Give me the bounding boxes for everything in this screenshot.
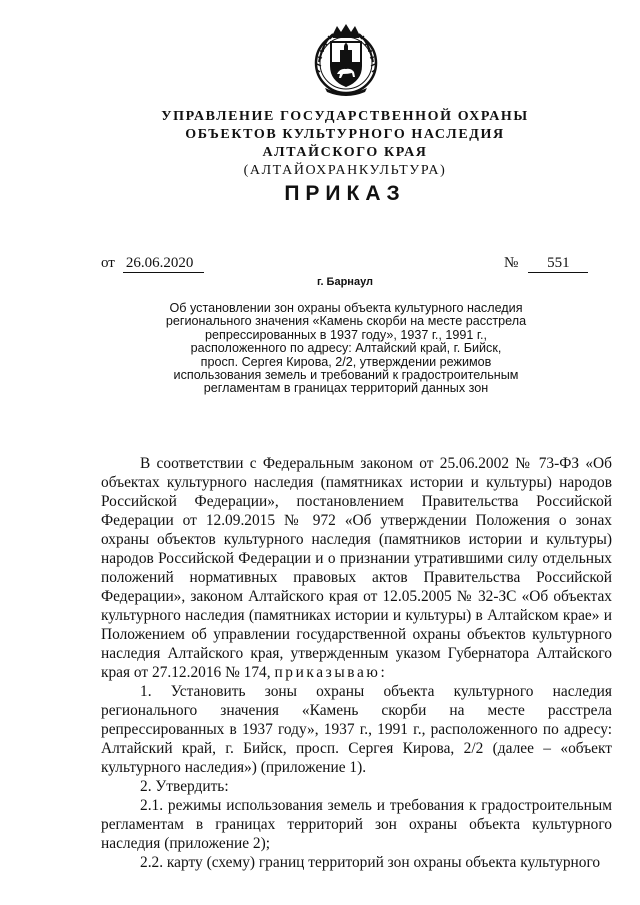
org-name-line-2: ОБЪЕКТОВ КУЛЬТУРНОГО НАСЛЕДИЯ	[185, 127, 505, 142]
clause-2: 2. Утвердить:	[140, 778, 229, 795]
date-value: 26.06.2020	[123, 255, 204, 273]
date-prefix: от	[101, 255, 115, 271]
org-name-line-3: АЛТАЙСКОГО КРАЯ	[262, 145, 428, 160]
clause-2-1: 2.1. режимы использования земель и требования к градостроительным регламентам в границах территорий зон охраны объекта культурного наследия (приложение 2);	[101, 797, 612, 852]
subject-line: Об установлении зон охраны объекта культурного наследия	[169, 301, 523, 315]
preamble-paragraph	[101, 454, 612, 682]
organization-header	[150, 108, 540, 180]
order-body	[101, 454, 612, 872]
order-keyword: приказываю:	[274, 664, 388, 681]
number-prefix: №	[504, 255, 519, 271]
city-name: г. Барнаул	[316, 276, 374, 288]
subject-line: расположенного по адресу: Алтайский край, г. Бийск,	[190, 341, 502, 356]
clause-2-2: 2.2. карту (схему) границ территорий зон охраны объекта культурного	[140, 854, 601, 871]
clause-1: 1. Установить зоны охраны объекта культурного наследия регионального значения «Камень скорби на месте расстрела репрессированных в 1937 году», 1937 г., 1991 г., расположенного по адресу: Алтайский край, г. Бийск, просп. Сергея Кирова, 2/2 (далее – «объект культурного наследия») (приложение 1).	[101, 683, 612, 776]
org-name-line-1: УПРАВЛЕНИЕ ГОСУДАРСТВЕННОЙ ОХРАНЫ	[161, 109, 529, 124]
subject-line: регионального значения «Камень скорби на месте расстрела	[165, 314, 527, 329]
subject-line: репрессированных в 1937 году», 1937 г., 1991 г.,	[205, 327, 487, 342]
document-type-title: ПРИКАЗ	[284, 182, 406, 205]
subject-line: использования земель и требований к градостроительным	[173, 368, 519, 383]
org-abbreviation: (АЛТАЙОХРАНКУЛЬТУРА)	[243, 163, 447, 178]
preamble-text: В соответствии с Федеральным законом от 25.06.2002 № 73-ФЗ «Об объектах культурного наследия (памятниках истории и культуры) народов Российской Федерации», постановлением Правительства Российской Федерации от 12.09.2015 № 972 «Об утверждении Положения о зонах охраны объектов культурного наследия (памятников истории и культуры) народов Российской Федерации и о признании утратившими силу отдельных положений нормативных правовых актов Правительства Российской Федерации», законом Алтайского края от 12.05.2005 № 32-ЗС «Об объектах культурного наследия (памятниках истории и культуры) в Алтайском крае» и Положением об управлении государственной охраны объектов культурного наследия Алтайского края, утвержденным указом Губернатора Алтайского края от 27.12.2016 № 174,	[101, 455, 612, 681]
number-value: 551	[528, 255, 588, 273]
subject-line: регламентам в границах территорий данных зон	[203, 381, 489, 396]
subject-line: просп. Сергея Кирова, 2/2, утверждении режимов	[200, 354, 492, 369]
order-number	[504, 255, 588, 273]
order-subject	[148, 302, 544, 396]
order-date	[101, 255, 204, 273]
coat-of-arms-icon	[313, 22, 379, 96]
